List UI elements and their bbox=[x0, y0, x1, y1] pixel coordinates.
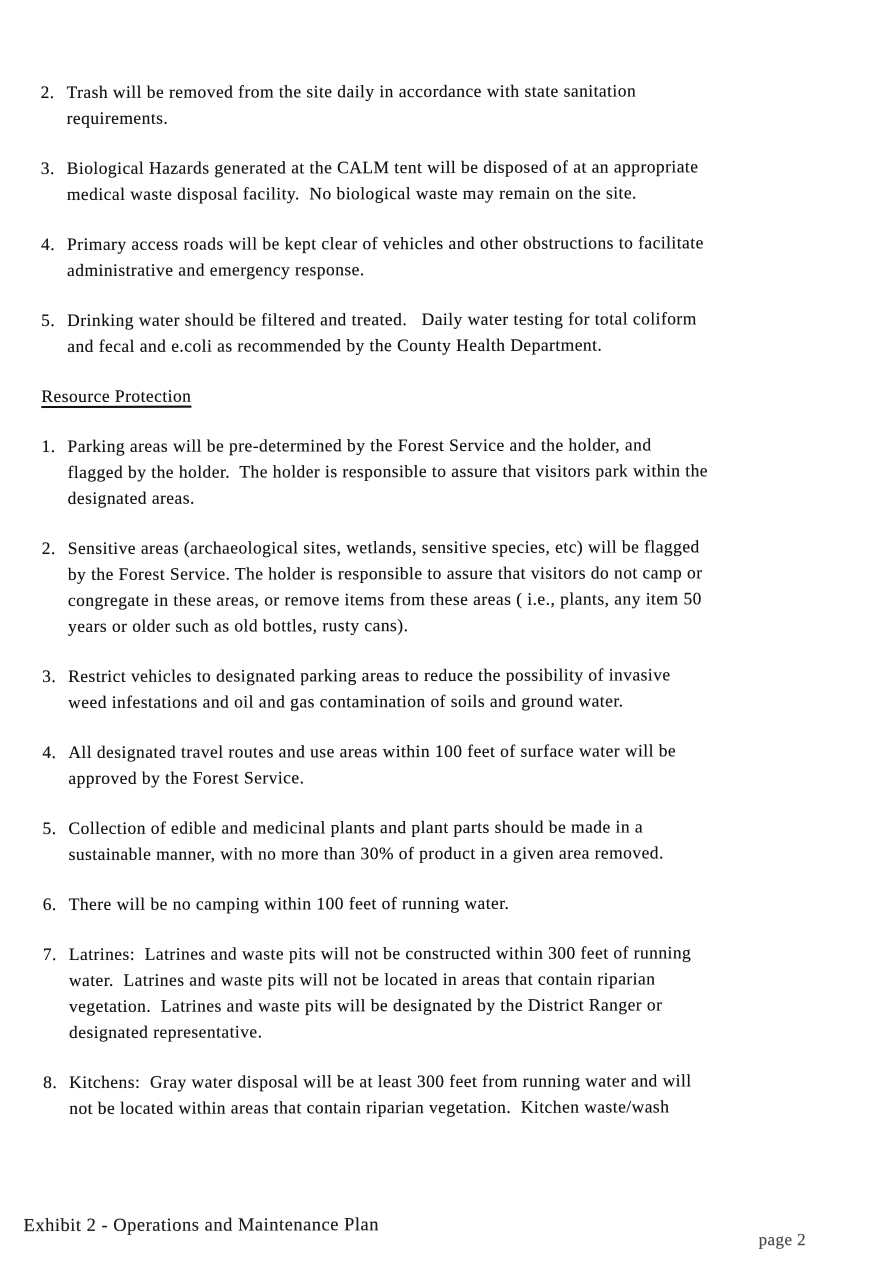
item-number: 8. bbox=[43, 1072, 58, 1093]
footer-exhibit-title: Exhibit 2 - Operations and Maintenance Plan bbox=[23, 1215, 380, 1237]
text-line: All designated travel routes and use areas within 100 feet of surface water will be bbox=[68, 740, 677, 762]
list-item bbox=[43, 1067, 853, 1121]
item-text bbox=[68, 737, 852, 791]
text-line: Kitchens: Gray water disposal will be at least 300 feet from running water and will bbox=[69, 1070, 692, 1092]
text-line: by the Forest Service. The holder is responsible to assure that visitors do not camp or bbox=[67, 562, 703, 584]
section-heading-resource-protection: Resource Protection bbox=[41, 385, 192, 407]
item-text bbox=[67, 229, 851, 283]
text-line: designated representative. bbox=[69, 1021, 263, 1042]
list-item bbox=[41, 229, 851, 283]
list-item bbox=[42, 533, 852, 639]
item-text bbox=[69, 889, 853, 917]
item-number: 2. bbox=[41, 538, 56, 559]
text-line: flagged by the holder. The holder is responsible to assure that visitors park within the bbox=[67, 460, 709, 482]
list-item bbox=[41, 305, 851, 359]
list-item bbox=[43, 939, 853, 1045]
text-line: Latrines: Latrines and waste pits will not be constructed within 300 feet of running bbox=[68, 942, 692, 964]
text-line: congregate in these areas, or remove items from these areas ( i.e., plants, any item 50 bbox=[67, 588, 702, 610]
text-line: requirements. bbox=[66, 107, 169, 128]
text-line: medical waste disposal facility. No biological waste may remain on the site. bbox=[66, 182, 637, 204]
item-text bbox=[69, 939, 853, 1045]
text-line: administrative and emergency response. bbox=[67, 259, 365, 280]
text-line: designated areas. bbox=[67, 487, 195, 508]
item-number: 7. bbox=[42, 944, 57, 965]
item-number: 1. bbox=[41, 436, 56, 457]
text-line: vegetation. Latrines and waste pits will be designated by the District Ranger or bbox=[68, 994, 663, 1016]
text-line: Trash will be removed from the site daily in accordance with state sanitation bbox=[66, 80, 637, 102]
item-number: 4. bbox=[40, 234, 56, 255]
text-line: Biological Hazards generated at the CALM tent will be disposed of at an appropriate bbox=[66, 156, 699, 178]
text-line: weed infestations and oil and gas contamination of soils and ground water. bbox=[68, 690, 624, 712]
text-line: Restrict vehicles to designated parking areas to reduce the possibility of invasive bbox=[68, 664, 671, 686]
text-line: Drinking water should be filtered and treated. Daily water testing for total coliform bbox=[67, 308, 697, 330]
item-number: 5. bbox=[41, 310, 56, 331]
text-line: approved by the Forest Service. bbox=[68, 767, 305, 788]
text-line: Parking areas will be pre-determined by the Forest Service and the holder, and bbox=[67, 434, 652, 456]
list-item bbox=[42, 813, 852, 867]
item-text bbox=[69, 1067, 853, 1121]
list-item bbox=[41, 431, 851, 511]
text-line: water. Latrines and waste pits will not be located in areas that contain riparian bbox=[68, 968, 656, 990]
list-item bbox=[42, 737, 852, 791]
item-number: 6. bbox=[42, 894, 57, 915]
resource-protection-list bbox=[41, 431, 853, 1121]
item-number: 3. bbox=[42, 666, 57, 687]
list-item bbox=[41, 77, 851, 131]
item-number: 5. bbox=[42, 818, 57, 839]
sanitation-continued-list bbox=[41, 77, 852, 359]
item-number: 2. bbox=[40, 82, 55, 103]
page-number: page 2 bbox=[758, 1230, 807, 1250]
item-text bbox=[67, 431, 851, 511]
item-number: 4. bbox=[42, 742, 57, 763]
text-line: sustainable manner, with no more than 30% of product in a given area removed. bbox=[68, 842, 664, 864]
text-line: Primary access roads will be kept clear of vehicles and other obstructions to facilitate bbox=[66, 232, 704, 254]
item-number: 3. bbox=[40, 158, 55, 179]
item-text bbox=[67, 305, 851, 359]
item-text bbox=[68, 661, 852, 715]
list-item bbox=[41, 153, 851, 207]
text-line: and fecal and e.coli as recommended by the County Health Department. bbox=[67, 334, 603, 356]
text-line: Collection of edible and medicinal plants and plant parts should be made in a bbox=[68, 816, 644, 838]
text-line: There will be no camping within 100 feet of running water. bbox=[68, 892, 510, 914]
item-text bbox=[68, 813, 852, 867]
item-text bbox=[67, 153, 851, 207]
item-text bbox=[68, 533, 852, 639]
item-text bbox=[67, 77, 851, 131]
list-item bbox=[43, 889, 853, 917]
list-item bbox=[42, 661, 852, 715]
text-line: Sensitive areas (archaeological sites, wetlands, sensitive species, etc) will be flagged bbox=[67, 536, 700, 558]
text-line: years or older such as old bottles, rusty cans). bbox=[67, 615, 409, 636]
text-line: not be located within areas that contain riparian vegetation. Kitchen waste/wash bbox=[69, 1096, 670, 1118]
